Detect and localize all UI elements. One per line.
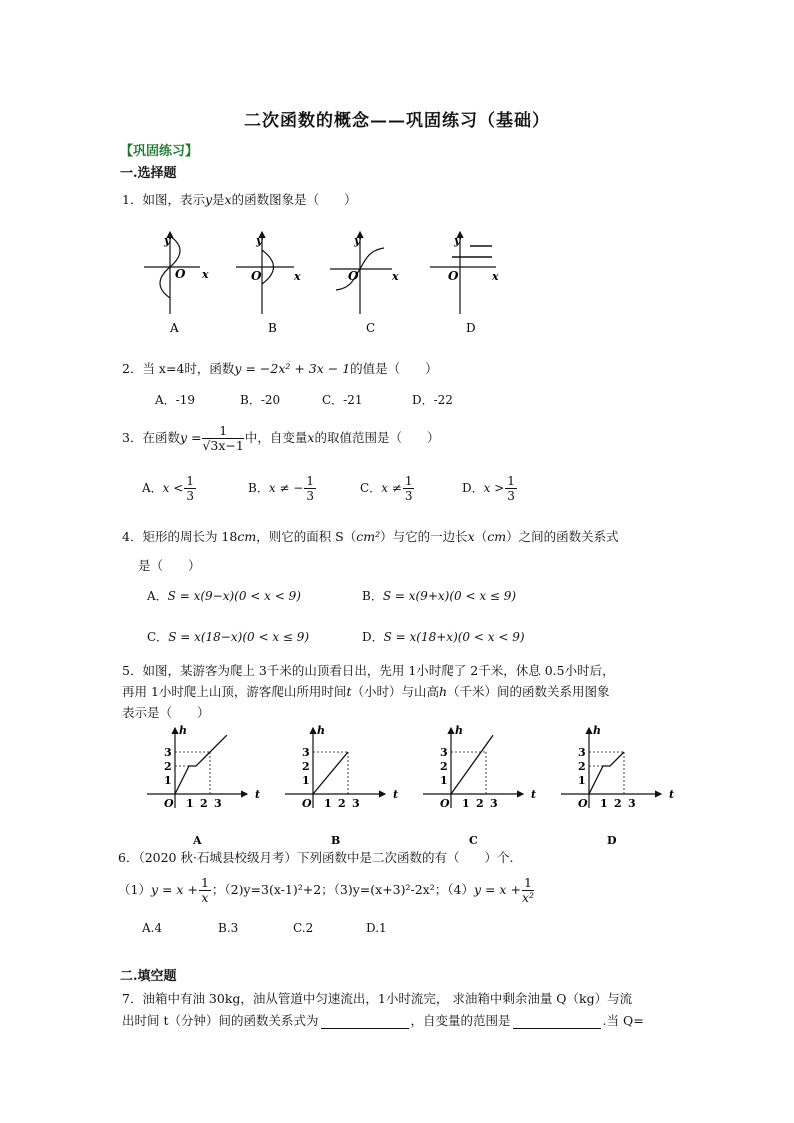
q5-origin-label: O [164,797,174,810]
svg-text:y: y [256,234,263,247]
q5-origin-label: O [440,797,450,810]
q5-x-tick: 2 [614,797,622,810]
q1-graph-b [236,232,301,314]
q5-h-label: h [179,724,187,737]
q5-h-label: h [455,724,463,737]
q5-origin-label: O [578,797,588,810]
question-3: 3．在函数y = $\frac{1}{√3x-1}$ 中，自变量x的取值范围是（ ） [122,423,440,453]
q5-y-tick: 1 [164,774,172,787]
q3-option-c: C．x ≠ $\frac{1}{3}$ [360,474,413,503]
q5-origin-label: O [302,797,312,810]
q6-option-d: D.1 [366,921,387,935]
q5-t-label: t [393,788,399,801]
graph-label-b: B [268,321,277,335]
q6-option-b: B.3 [218,921,239,935]
q5-x-tick: 2 [476,797,484,810]
question-4-line2: 是（ ） [138,558,201,573]
question-5-line2: 再用 1小时爬上山顶，游客爬山所用时间t（小时）与山高h（千米）间的函数关系用图象 [122,684,610,699]
q3-option-b: B．x ≠ − $\frac{1}{3}$ [248,474,314,503]
q2-option-c: C．-21 [322,393,363,407]
q2-option-a: A．-19 [155,393,195,407]
q2-option-d: D．-22 [412,393,453,407]
q5-graph-label-a: A [193,834,202,847]
question-5-line3: 表示是（ ） [122,705,210,720]
svg-text:O: O [448,269,459,283]
svg-text:O: O [348,269,359,283]
q5-x-tick: 3 [352,797,360,810]
q5-x-tick: 2 [200,797,208,810]
q4-option-c: C．S = x(18−x)(0 < x ≤ 9) [147,630,310,644]
question-7: 7．油箱中有油 30kg，油从管道中匀速流出，1小时流完， 求油箱中剩余油量 Q（kg）与流 [122,991,633,1006]
q5-t-label: t [255,788,261,801]
q5-curve [589,752,624,794]
q5-x-tick: 3 [490,797,498,810]
q5-x-tick: 2 [338,797,346,810]
q5-graph-label-c: C [469,834,478,847]
x-axis-label: x [202,268,209,281]
svg-text:y: y [454,234,461,247]
part-heading-fill: 二.填空题 [120,969,177,984]
q5-y-tick: 3 [302,746,310,759]
part-heading-choice: 一.选择题 [120,166,177,181]
graph-label-d: D [466,321,476,335]
q5-x-tick: 3 [628,797,636,810]
q5-h-label: h [593,724,601,737]
q5-y-tick: 2 [440,760,448,773]
q5-graph-label-b: B [331,834,341,847]
svg-text:y: y [354,234,361,247]
q5-y-tick: 3 [578,746,586,759]
q5-y-tick: 2 [578,760,586,773]
svg-text:O: O [251,269,262,283]
question-7-line2: 出时间 t（分钟）间的函数关系式为 ，自变量的范围是 .当 Q= [122,1013,644,1028]
question-6: 6．（2020 秋·石城县校级月考）下列函数中是二次函数的有（ ）个. [118,850,514,865]
answer-blank-1[interactable] [321,1028,409,1029]
q6-option-a: A.4 [142,921,163,935]
q5-y-tick: 1 [578,774,586,787]
q1-graph-d [430,232,499,314]
svg-text:x: x [392,270,399,283]
q5-y-tick: 3 [440,746,448,759]
q5-curve [313,752,348,794]
y-axis-label: y [164,234,171,247]
graph-label-a: A [170,321,179,335]
section-label: 【巩固练习】 [120,144,199,159]
q6-option-c: C.2 [293,921,314,935]
q4-option-a: A．S = x(9−x)(0 < x < 9) [147,589,301,603]
q5-x-tick: 1 [324,797,332,810]
q5-t-label: t [669,788,675,801]
question-5: 5．如图，某游客为爬上 3千米的山顶看日出，先用 1小时爬了 2千米，休息 0.5小时后， [122,663,615,678]
origin-label: O [175,267,186,281]
answer-blank-2[interactable] [513,1028,601,1029]
graph-label-c: C [366,321,376,335]
q2-option-b: B．-20 [240,393,281,407]
q4-option-b: B．S = x(9+x)(0 < x ≤ 9) [362,589,517,603]
q4-option-d: D．S = x(18+x)(0 < x < 9) [362,630,525,644]
q1-graph-c [330,232,399,314]
question-1: 1．如图，表示y是x的函数图象是（ ） [122,192,357,207]
q1-graph-figure [130,222,530,342]
q5-graph-label-d: D [607,834,617,847]
question-6-items: （1）y = x + $\frac{1}{x}$ ；（2)y=3(x-1)²+2；（3)y=(x+3)²-2x²；（4）y = x + $\frac{1}{\text{x²}}$ [118,875,534,905]
svg-text:x: x [492,270,499,283]
question-4: 4．矩形的周长为 18cm，则它的面积 S（cm²）与它的一边长x（cm）之间的函数关系式 [122,529,619,544]
q5-t-label: t [531,788,537,801]
q5-y-tick: 1 [440,774,448,787]
q5-y-tick: 1 [302,774,310,787]
q5-curve [175,735,227,794]
question-2: 2．当 x=4时，函数y = −2x² + 3x − 1的值是（ ） [122,361,438,376]
q5-graph-figure [135,724,675,848]
q5-x-tick: 1 [462,797,470,810]
q5-y-tick: 3 [164,746,172,759]
svg-text:x: x [294,270,301,283]
q3-option-d: D．x > $\frac{1}{3}$ [462,474,515,503]
q5-curve [451,735,493,794]
q5-x-tick: 1 [600,797,608,810]
q5-y-tick: 2 [302,760,310,773]
page-title: 二次函数的概念——巩固练习（基础） [244,111,550,131]
q5-x-tick: 3 [214,797,222,810]
q5-x-tick: 1 [186,797,194,810]
q1-graph-a [144,232,209,314]
q3-option-a: A．x < $\frac{1}{3}$ [142,474,194,503]
q5-y-tick: 2 [164,760,172,773]
q5-h-label: h [317,724,325,737]
